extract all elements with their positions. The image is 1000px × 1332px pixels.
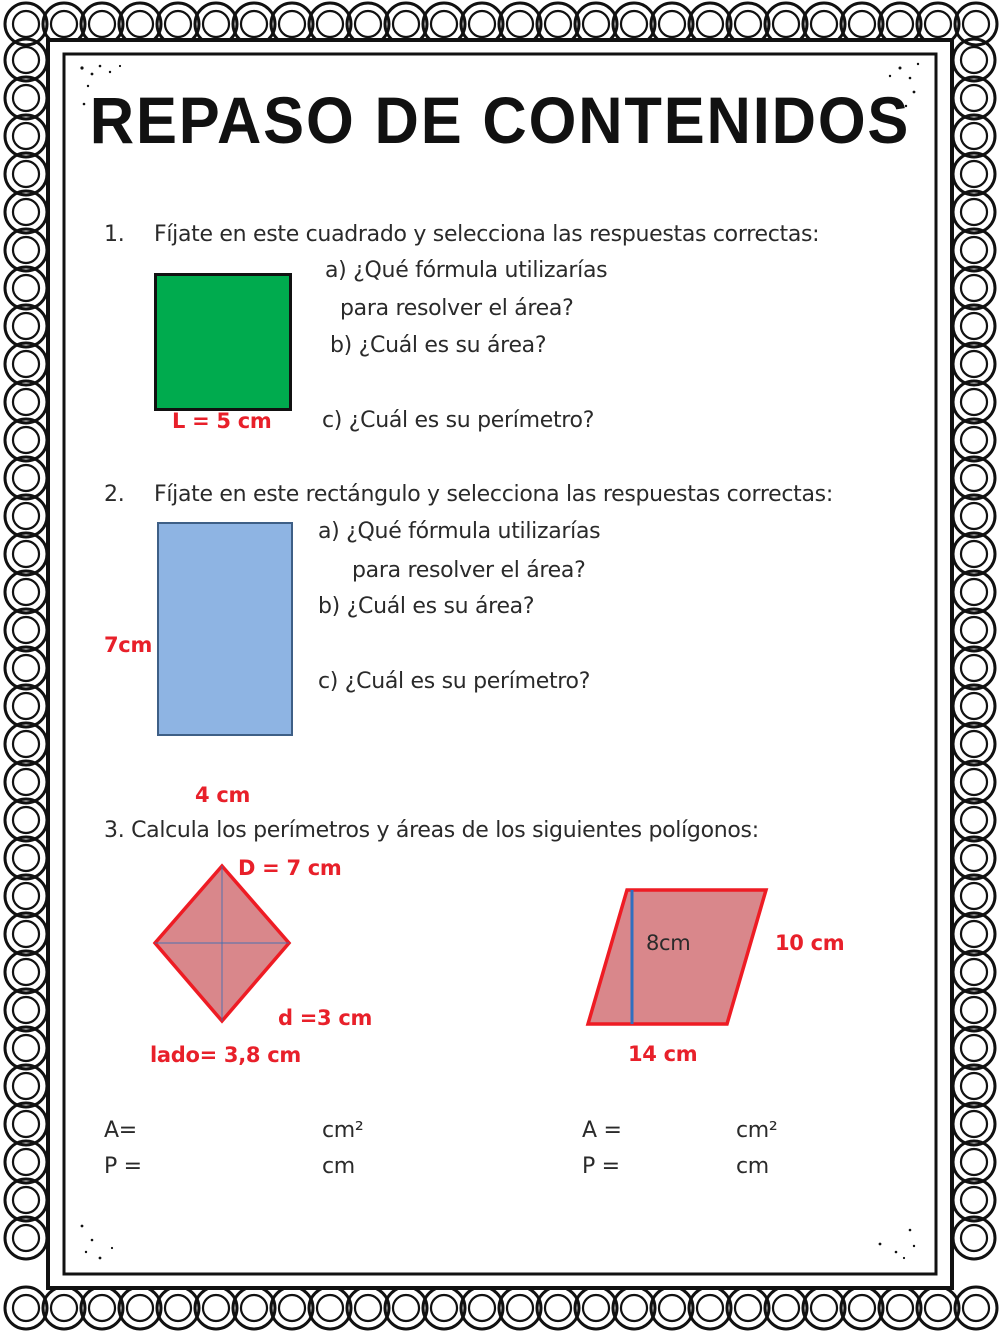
q2-question-a-line1: a) ¿Qué fórmula utilizarías xyxy=(318,519,601,544)
rhombus-perimeter-label: P = xyxy=(104,1154,142,1179)
q2-height-label: 7cm xyxy=(104,633,153,657)
q2-prompt: Fíjate en este rectángulo y selecciona las respuestas correctas: xyxy=(154,482,833,507)
q2-question-c: c) ¿Cuál es su perímetro? xyxy=(318,669,591,694)
parallelogram-base-label: 14 cm xyxy=(628,1042,698,1066)
q2-question-a-line2: para resolver el área? xyxy=(352,558,586,583)
q1-question-b: b) ¿Cuál es su área? xyxy=(330,333,547,358)
parallelogram-area-unit: cm² xyxy=(736,1118,778,1143)
parallelogram-side-label: 10 cm xyxy=(775,931,845,955)
parallelogram xyxy=(588,890,766,1024)
q2-number: 2. xyxy=(104,482,125,507)
rhombus-major-diagonal-label: D = 7 cm xyxy=(238,856,342,880)
rhombus-area-unit: cm² xyxy=(322,1118,364,1143)
rhombus-perimeter-unit: cm xyxy=(322,1154,355,1179)
q1-question-a-line2: para resolver el área? xyxy=(340,296,574,321)
parallelogram-perimeter-unit: cm xyxy=(736,1154,769,1179)
q1-number: 1. xyxy=(104,222,125,247)
q3-prompt: 3. Calcula los perímetros y áreas de los siguientes polígonos: xyxy=(104,818,759,843)
q2-width-label: 4 cm xyxy=(195,783,251,807)
parallelogram-perimeter-label: P = xyxy=(582,1154,620,1179)
rhombus-side-label: lado= 3,8 cm xyxy=(150,1043,301,1067)
q2-question-b: b) ¿Cuál es su área? xyxy=(318,594,535,619)
parallelogram-area-label: A = xyxy=(582,1118,622,1143)
page-title: REPASO DE CONTENIDOS xyxy=(89,83,911,157)
q1-question-c: c) ¿Cuál es su perímetro? xyxy=(322,408,595,433)
q1-question-a-line1: a) ¿Qué fórmula utilizarías xyxy=(325,258,608,283)
q1-side-label: L = 5 cm xyxy=(172,409,272,433)
rhombus-area-label: A= xyxy=(104,1118,137,1143)
q1-prompt: Fíjate en este cuadrado y selecciona las respuestas correctas: xyxy=(154,222,820,247)
rhombus-minor-diagonal-label: d =3 cm xyxy=(278,1006,373,1030)
parallelogram-height-label: 8cm xyxy=(646,931,691,955)
